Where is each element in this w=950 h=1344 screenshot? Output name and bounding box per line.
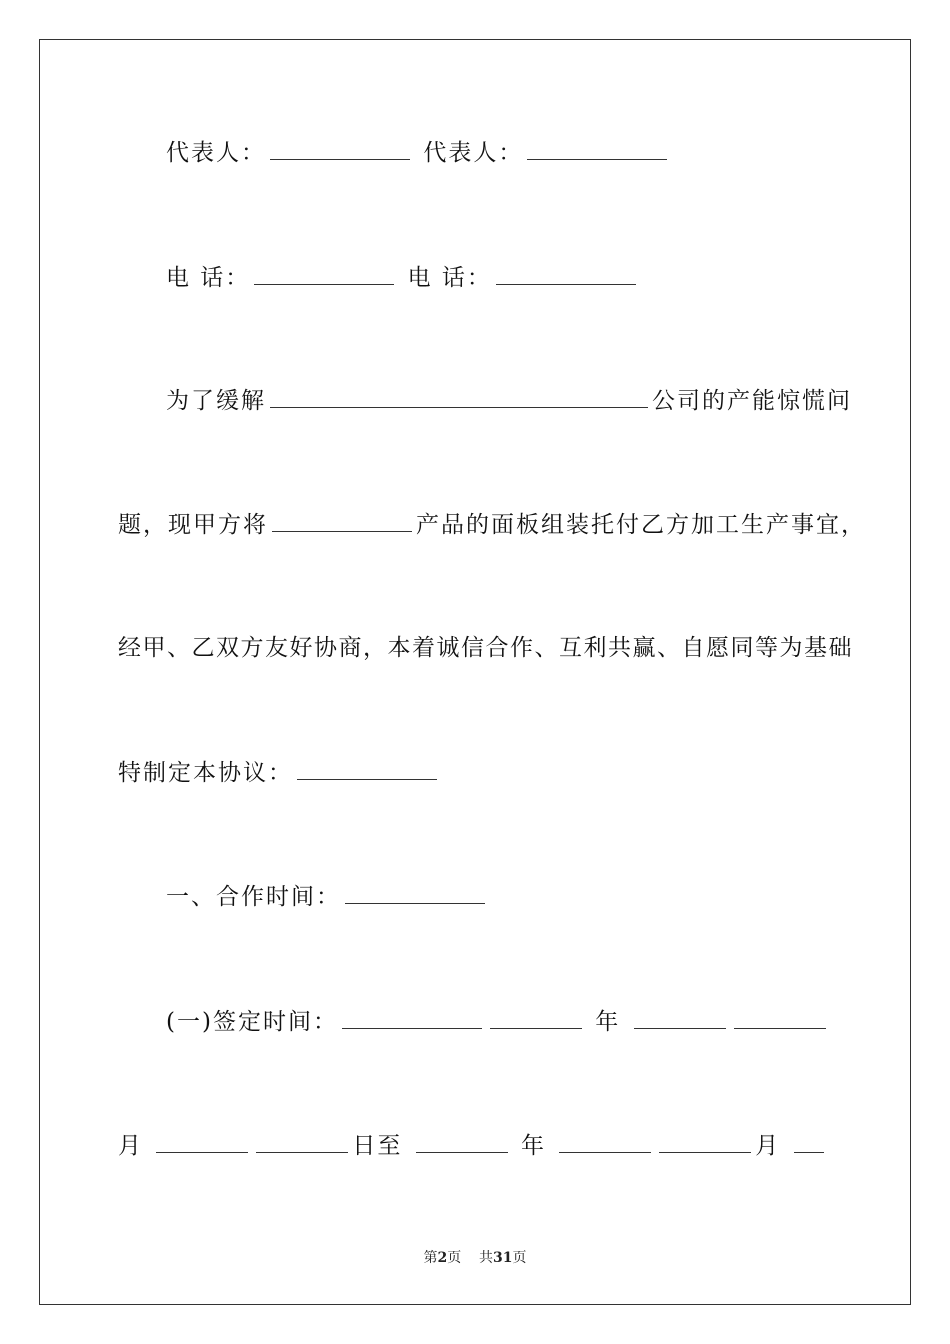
- date-blank-6[interactable]: [794, 1130, 824, 1153]
- phone-label-a: 电 话：: [166, 265, 251, 291]
- representative-blank-b[interactable]: [527, 137, 667, 160]
- phone-label-b: 电 话：: [407, 265, 492, 291]
- signing-blank-2[interactable]: [490, 1006, 582, 1029]
- signing-time-label: (一)签定时间：: [166, 1009, 338, 1035]
- para-text: 公司的产能惊慌问: [652, 388, 852, 414]
- page-number: 2: [437, 1250, 448, 1266]
- phone-blank-a[interactable]: [254, 262, 394, 285]
- para-line-3: [118, 633, 853, 663]
- phone-line: [166, 262, 640, 293]
- date-blank-1[interactable]: [156, 1130, 248, 1153]
- section-heading: [166, 881, 489, 912]
- agreement-blank[interactable]: [297, 757, 437, 780]
- para-text: 题，现甲方将: [118, 512, 268, 538]
- representative-blank-a[interactable]: [270, 137, 410, 160]
- para-line-1: [166, 385, 852, 416]
- footer-text: 页: [447, 1250, 462, 1266]
- signing-time-line: [166, 1006, 830, 1037]
- month-label: 月: [118, 1133, 143, 1159]
- section-title: 一、合作时间：: [166, 884, 341, 910]
- para-line-4: [118, 757, 441, 788]
- date-blank-4[interactable]: [559, 1130, 651, 1153]
- representative-label-a: 代表人：: [166, 140, 266, 166]
- page-footer: [0, 1247, 950, 1267]
- month-label: 月: [755, 1133, 781, 1159]
- date-blank-3[interactable]: [416, 1130, 508, 1153]
- cooperation-time-blank[interactable]: [345, 881, 485, 904]
- date-blank-5[interactable]: [659, 1130, 751, 1153]
- signing-blank-4[interactable]: [734, 1006, 826, 1029]
- footer-text: 第: [423, 1250, 438, 1266]
- year-label: 年: [595, 1009, 621, 1035]
- para-text: 特制定本协议：: [118, 760, 293, 786]
- representative-line: [166, 137, 671, 168]
- phone-blank-b[interactable]: [496, 262, 636, 285]
- product-blank[interactable]: [272, 509, 412, 532]
- signing-blank-1[interactable]: [342, 1006, 482, 1029]
- representative-label-b: 代表人：: [423, 140, 524, 166]
- page-border: [39, 39, 911, 1305]
- footer-text: 页: [512, 1250, 527, 1266]
- year-label: 年: [520, 1133, 546, 1159]
- day-to-label: 日至: [352, 1133, 403, 1159]
- para-line-2: [118, 509, 866, 540]
- company-blank[interactable]: [270, 385, 648, 408]
- total-pages: 31: [493, 1250, 513, 1266]
- signing-blank-3[interactable]: [634, 1006, 726, 1029]
- para-text: 为了缓解: [166, 388, 266, 414]
- date-blank-2[interactable]: [256, 1130, 348, 1153]
- para-text: 经甲、乙双方友好协商，本着诚信合作、互利共赢、自愿同等为基础: [118, 635, 853, 661]
- date-range-line: [118, 1130, 828, 1161]
- footer-text: 共: [479, 1250, 494, 1266]
- para-text: 产品的面板组装托付乙方加工生产事宜，: [416, 512, 866, 538]
